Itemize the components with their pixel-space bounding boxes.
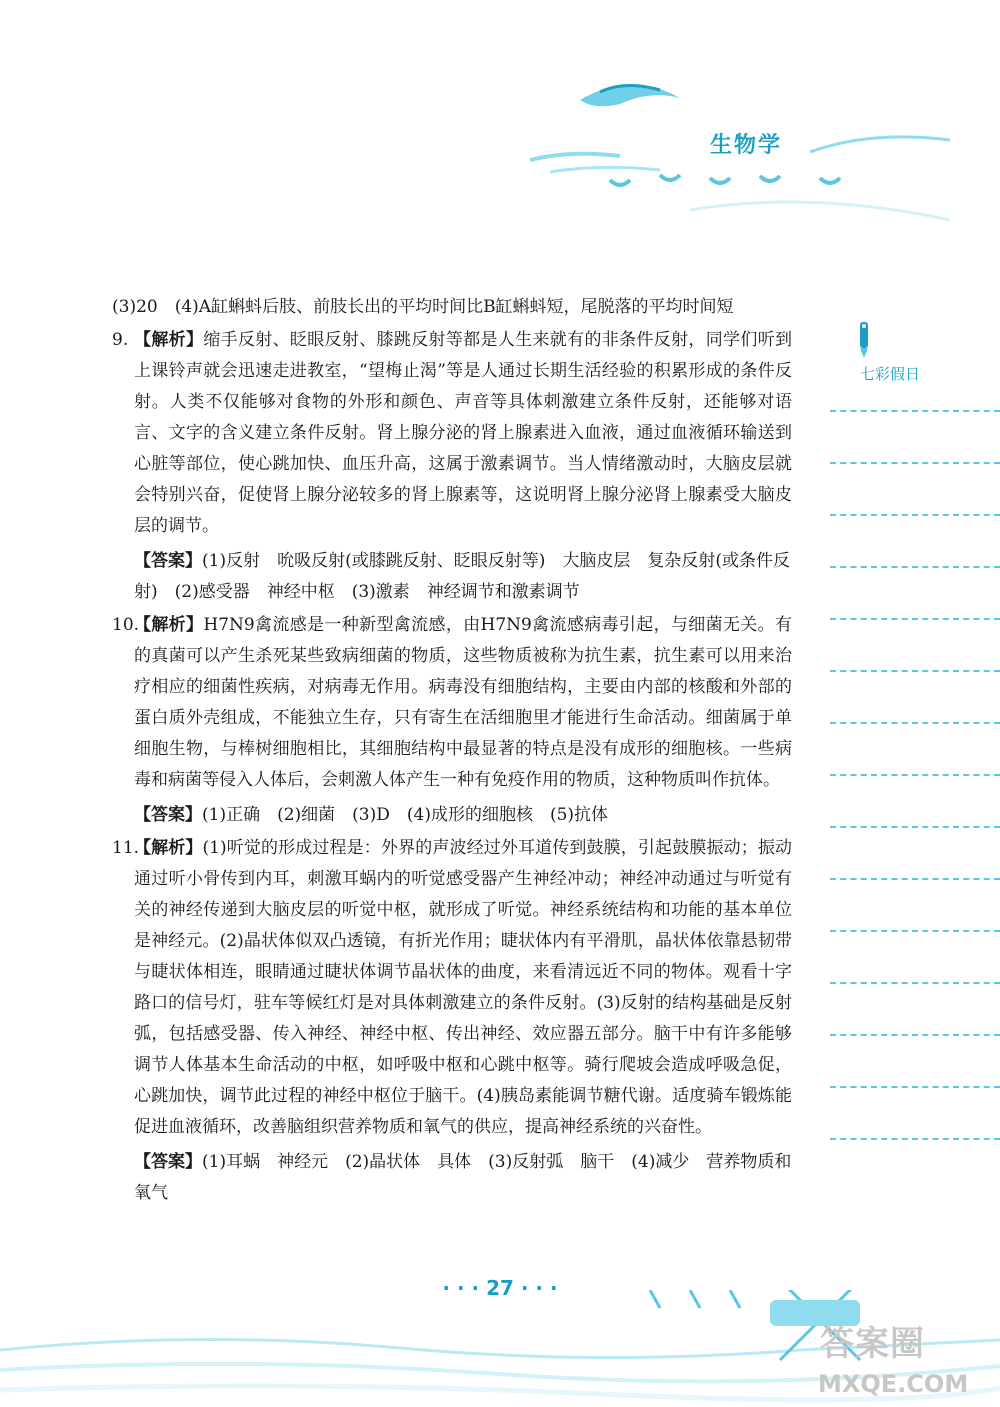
answer-tag: 【答案】: [134, 805, 202, 825]
answer-9: [112, 546, 792, 608]
answer-text: (1)耳蜗 神经元 (2)晶状体 具体 (3)反射弧 脑干 (4)减少 营养物质和氧气: [134, 1152, 792, 1203]
answer-10: [112, 800, 792, 831]
note-line: [830, 566, 1000, 568]
sidebar-label: 七彩假日: [860, 365, 921, 383]
note-line: [830, 1138, 1000, 1140]
note-line: [830, 1034, 1000, 1036]
question-11: [112, 833, 792, 1143]
note-line: [830, 618, 1000, 620]
note-line: [830, 514, 1000, 516]
note-line: [830, 826, 1000, 828]
question-9: [112, 325, 792, 542]
watermark-url: MXQE.COM: [818, 1370, 969, 1398]
answer-11: [112, 1147, 792, 1209]
note-line: [830, 1086, 1000, 1088]
note-line: [830, 878, 1000, 880]
subject-title: 生物学: [710, 133, 783, 158]
answer-tag: 【答案】: [134, 1152, 202, 1172]
question-10: [112, 610, 792, 796]
q8-continuation: (3)20 (4)A缸蝌蚪后肢、前肢长出的平均时间比B缸蝌蚪短，尾脱落的平均时间短: [112, 297, 734, 317]
question-number: 10.: [112, 615, 140, 635]
note-line: [830, 670, 1000, 672]
answer-text: (1)反射 吮吸反射(或膝跳反射、眨眼反射等) 大脑皮层 复杂反射(或条件反射) (2)感受器 神经中枢 (3)激素 神经调节和激素调节: [134, 551, 790, 602]
note-line: [830, 462, 1000, 464]
question-number: 11.: [112, 838, 140, 858]
note-line: [830, 982, 1000, 984]
note-line: [830, 410, 1000, 412]
analysis-text: H7N9禽流感是一种新型禽流感，由H7N9禽流感病毒引起，与细菌无关。有的真菌可以产生杀死某些致病细菌的物质，这些物质被称为抗生素，抗生素可以用来治疗相应的细菌性疾病，对病毒无作用。病毒没有细胞结构，主要由内部的核酸和外部的蛋白质外壳组成，不能独立生存，只有寄生在活细胞里才能进行生命活动。细菌属于单细胞生物，与棒树细胞相比，其细胞结构中最显著的特点是没有成形的细胞核。一些病毒和病菌等侵入人体后，会刺激人体产生一种有免疫作用的物质，这种物质叫作抗体。: [134, 615, 792, 790]
pen-icon: [852, 320, 876, 360]
watermark-logo: 答案圈: [820, 1324, 925, 1364]
question-number: 9.: [112, 330, 129, 350]
note-line: [830, 930, 1000, 932]
analysis-tag: 【解析】: [134, 615, 204, 635]
answer-tag: 【答案】: [134, 551, 202, 571]
analysis-tag: 【解析】: [134, 838, 203, 858]
analysis-text: (1)听觉的形成过程是：外界的声波经过外耳道传到鼓膜，引起鼓膜振动；振动通过听小骨传到内耳，刺激耳蜗内的听觉感受器产生神经冲动；神经冲动通过与听觉有关的神经传递到大脑皮层的听觉中枢，就形成了听觉。神经系统结构和功能的基本单位是神经元。(2)晶状体似双凸透镜，有折光作用；睫状体内有平滑肌，晶状体依靠悬韧带与睫状体相连，眼睛通过睫状体调节晶状体的曲度，来看清远近不同的物体。观看十字路口的信号灯，驻车等候红灯是对具体刺激建立的条件反射。(3)反射的结构基础是反射弧，包括感受器、传入神经、神经中枢、传出神经、效应器五部分。脑干中有许多能够调节人体基本生命活动的中枢，如呼吸中枢和心跳中枢等。骑行爬坡会造成呼吸急促，心跳加快，调节此过程的神经中枢位于脑干。(4)胰岛素能调节糖代谢。适度骑车锻炼能促进血液循环，改善脑组织营养物质和氧气的供应，提高神经系统的兴奋性。: [134, 838, 792, 1137]
answer-text: (1)正确 (2)细菌 (3)D (4)成形的细胞核 (5)抗体: [202, 805, 609, 825]
note-line: [830, 774, 1000, 776]
note-line: [830, 722, 1000, 724]
answer-content: [112, 292, 792, 1209]
page-number: · · · 27 · · ·: [442, 1276, 558, 1300]
analysis-tag: 【解析】: [134, 330, 204, 350]
analysis-text: 缩手反射、眨眼反射、膝跳反射等都是人生来就有的非条件反射，同学们听到上课铃声就会迅速走进教室，“望梅止渴”等是人通过长期生活经验的积累形成的条件反射。人类不仅能够对食物的外形和颜色、声音等具体刺激建立条件反射，还能够对语言、文字的含义建立条件反射。肾上腺分泌的肾上腺素进入血液，通过血液循环输送到心脏等部位，使心跳加快、血压升高，这属于激素调节。当人情绪激动时，大脑皮层就会特别兴奋，促使肾上腺分泌较多的肾上腺素等，这说明肾上腺分泌肾上腺素受大脑皮层的调节。: [134, 330, 793, 536]
